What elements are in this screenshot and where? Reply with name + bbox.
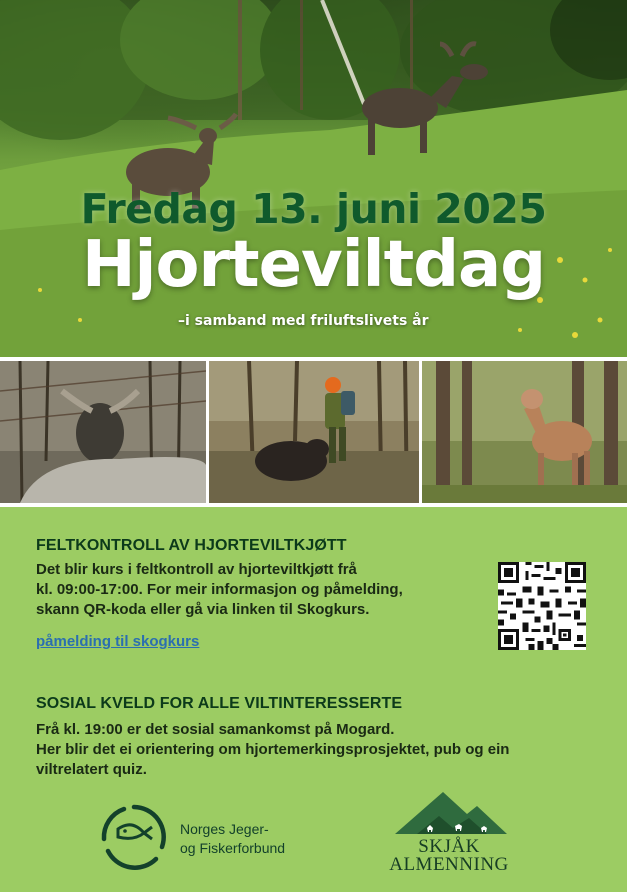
section1-line: skann QR-koda eller gå via linken til Skogkurs.: [36, 601, 370, 618]
photo-hunter-with-boar: [209, 361, 419, 503]
photo-red-deer: [422, 361, 627, 503]
section2-line: viltrelatert quiz.: [36, 761, 147, 778]
registration-link[interactable]: påmelding til skogkurs: [36, 633, 200, 650]
njff-name: [180, 820, 285, 858]
section1-line: kl. 09:00-17:00. For meir informasjon og påmelding,: [36, 581, 403, 598]
hero-banner: [0, 0, 627, 357]
skjak-almenning-logo: [383, 788, 515, 878]
mountain-icon: [383, 788, 515, 838]
info-panel: [0, 507, 627, 892]
njff-line1: Norges Jeger-: [180, 821, 269, 837]
njff-line2: og Fiskerforbund: [180, 840, 286, 856]
section1-line: Det blir kurs i feltkontroll av hjorteviltkjøtt frå: [36, 561, 357, 578]
event-date: Fredag 13. juni 2025: [80, 185, 547, 233]
skjak-line1: SKJÅK: [418, 836, 480, 857]
event-subtitle: –i samband med friluftslivets år: [178, 313, 429, 329]
skjak-line2: ALMENNING: [389, 854, 509, 875]
qr-code-icon[interactable]: [498, 562, 586, 650]
section2-body: [36, 720, 509, 780]
photo-strip: [0, 359, 627, 505]
section1-heading: FELTKONTROLL AV HJORTEVILTKJØTT: [36, 537, 347, 554]
section2-line: Her blir det ei orientering om hjortemerkingsprosjektet, pub og ein: [36, 741, 510, 758]
photo-moose-on-rock: [0, 361, 206, 503]
fish-circle-icon: [98, 803, 170, 873]
section2-heading: SOSIAL KVELD FOR ALLE VILTINTERESSERTE: [36, 695, 403, 712]
hero-forest-scene: [0, 0, 627, 357]
section1-body: [36, 560, 403, 620]
njff-logo: [98, 803, 328, 873]
section2-line: Frå kl. 19:00 er det sosial samankomst på Mogard.: [36, 721, 395, 738]
event-title: Hjorteviltdag: [81, 228, 546, 302]
